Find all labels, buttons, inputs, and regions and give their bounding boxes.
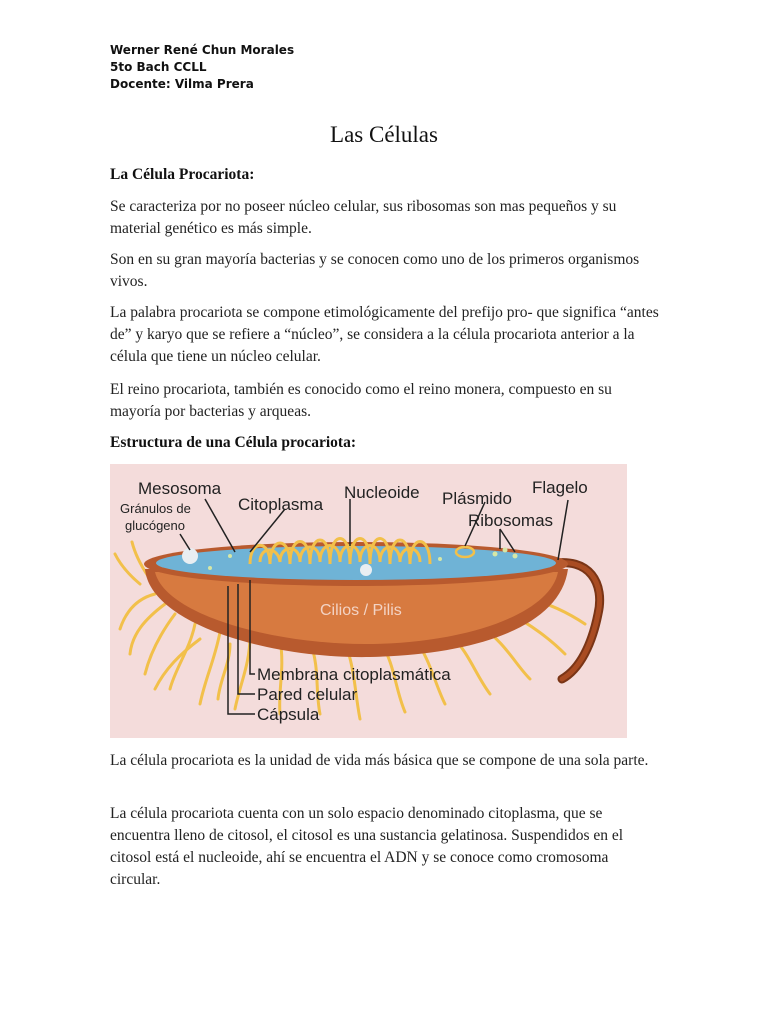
label-granulos-2: glucógeno: [125, 518, 185, 533]
document-header: [110, 42, 294, 93]
label-granulos-1: Gránulos de: [120, 501, 191, 516]
paragraph: Son en su gran mayoría bacterias y se conocen como uno de los primeros organismos vivos.: [110, 251, 640, 290]
granule: [360, 564, 372, 576]
label-cilios: Cilios / Pilis: [320, 602, 402, 619]
author-name: Werner René Chun Morales: [110, 43, 295, 57]
label-plasmido: Plásmido: [442, 489, 512, 508]
page-title: Las Células: [330, 122, 438, 147]
label-flagelo: Flagelo: [532, 478, 588, 497]
label-pared: Pared celular: [257, 685, 358, 704]
paragraph: La célula procariota cuenta con un solo espacio denominado citoplasma, que se encuentra lleno de citosol, el citosol es una sustancia gelatinosa. Suspendidos en el citosol está el nucleoide, ahí se encuentra el ADN y se conoce como cromosoma circular.: [110, 805, 624, 888]
teacher-label: Docente: Vilma Prera: [110, 77, 254, 91]
section-heading-estructura: Estructura de una Célula procariota:: [110, 434, 356, 451]
cytoplasm: [156, 546, 556, 580]
paragraph: La palabra procariota se compone etimológicamente del prefijo pro- que significa “antes de” y karyo que se refiere a “núcleo”, se considera a la célula procariota anterior a la célula que tiene un núcleo celular.: [110, 304, 659, 365]
label-nucleoide: Nucleoide: [344, 483, 420, 502]
label-membrana: Membrana citoplasmática: [257, 665, 451, 684]
label-citoplasma: Citoplasma: [238, 495, 324, 514]
section-heading-procariota: La Célula Procariota:: [110, 166, 255, 183]
grade-label: 5to Bach CCLL: [110, 60, 207, 74]
paragraph: La célula procariota es la unidad de vida más básica que se compone de una sola parte.: [110, 752, 649, 769]
paragraph: El reino procariota, también es conocido como el reino monera, compuesto en su mayoría por bacterias y arqueas.: [110, 381, 612, 420]
glycogen-granule: [182, 548, 198, 564]
label-ribosomas: Ribosomas: [468, 511, 554, 530]
prokaryotic-cell-diagram: [110, 464, 627, 738]
label-capsula: Cápsula: [257, 705, 320, 724]
label-mesosoma: Mesosoma: [138, 479, 222, 498]
paragraph: Se caracteriza por no poseer núcleo celular, sus ribosomas son mas pequeños y su material genético es más simple.: [110, 198, 617, 237]
